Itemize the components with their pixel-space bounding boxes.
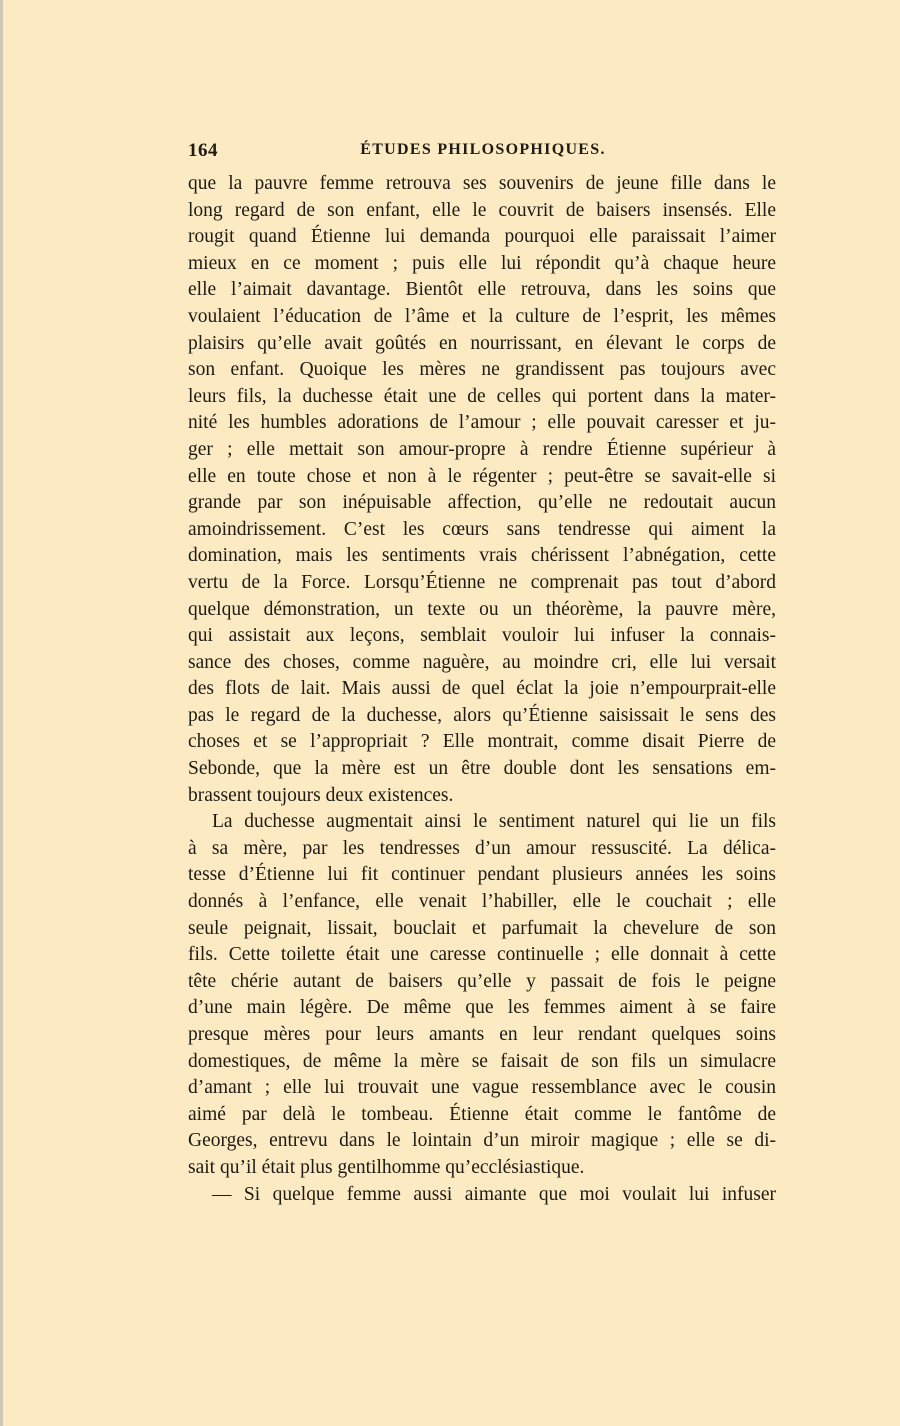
running-head	[188, 140, 776, 164]
text-line-content: nité les humbles adorations de l’amour ; elle pouvait caresser et ju-	[188, 412, 776, 434]
text-line	[188, 676, 776, 703]
text-line	[188, 304, 776, 331]
text-line-content: ger ; elle mettait son amour-propre à rendre Étienne supérieur à	[188, 438, 776, 460]
text-line	[188, 916, 776, 943]
text-line-content: voulaient l’éducation de l’âme et la culture de l’esprit, les mêmes	[188, 305, 776, 327]
text-line	[188, 277, 776, 304]
text-line-paragraph-end	[188, 1155, 776, 1182]
text-line-content: rougit quand Étienne lui demanda pourquoi elle paraissait l’aimer	[188, 226, 776, 248]
text-line-paragraph-end	[188, 783, 776, 810]
text-line	[188, 224, 776, 251]
text-line-content: des flots de lait. Mais aussi de quel éclat la joie n’empourprait-elle	[188, 678, 776, 700]
text-line-content: sance des choses, comme naguère, au moindre cri, elle lui versait	[188, 651, 776, 673]
text-line-content: La duchesse augmentait ainsi le sentiment naturel qui lie un fils	[212, 811, 776, 833]
text-line	[188, 836, 776, 863]
text-line-content: aimé par delà le tombeau. Étienne était comme le fantôme de	[188, 1103, 776, 1125]
text-line-content: long regard de son enfant, elle le couvrit de baisers insensés. Elle	[188, 199, 776, 221]
text-line-content: amoindrissement. C’est les cœurs sans tendresse qui aiment la	[188, 518, 776, 540]
text-line-content: d’une main légère. De même que les femmes aiment à se faire	[188, 997, 776, 1019]
text-line-content: presque mères pour leurs amants en leur rendant quelques soins	[188, 1024, 776, 1045]
text-line	[188, 597, 776, 624]
text-line	[188, 995, 776, 1022]
text-line-content: domination, mais les sentiments vrais chérissent l’abnégation, cette	[188, 545, 776, 567]
text-line	[188, 703, 776, 730]
text-line	[188, 198, 776, 225]
text-line-content: donnés à l’enfance, elle venait l’habiller, elle le couchait ; elle	[188, 891, 776, 913]
text-line	[188, 1102, 776, 1129]
text-line-content: qui assistait aux leçons, semblait vouloir lui infuser la connais-	[188, 625, 776, 647]
running-title: ÉTUDES PHILOSOPHIQUES.	[360, 141, 606, 158]
text-line-content: Georges, entrevu dans le lointain d’un miroir magique ; elle se di-	[188, 1130, 776, 1152]
text-line	[188, 437, 776, 464]
text-line	[188, 490, 776, 517]
text-line	[188, 650, 776, 677]
text-line	[188, 969, 776, 996]
text-line-content: Sebonde, que la mère est un être double dont les sensations em-	[188, 758, 776, 780]
text-line	[188, 517, 776, 544]
text-line	[188, 331, 776, 358]
text-line	[188, 756, 776, 783]
text-line	[188, 1075, 776, 1102]
text-line	[188, 251, 776, 278]
text-line	[188, 464, 776, 491]
text-line-content: mieux en ce moment ; puis elle lui répondit qu’à chaque heure	[188, 252, 776, 274]
text-line	[188, 357, 776, 384]
text-line	[188, 1128, 776, 1155]
text-line-content: d’amant ; elle lui trouvait une vague ressemblance avec le cousin	[188, 1077, 776, 1099]
text-line-content: pas le regard de la duchesse, alors qu’Étienne saisissait le sens des	[188, 704, 776, 726]
text-line-content: à sa mère, par les tendresses d’un amour ressuscité. La délica-	[188, 837, 776, 859]
text-line-content: leurs fils, la duchesse était une de celles qui portent dans la mater-	[188, 385, 776, 407]
text-line	[188, 171, 776, 198]
text-line-content: elle en toute chose et non à le régenter ; peut-être se savait-elle si	[188, 465, 776, 487]
text-line	[188, 570, 776, 597]
text-line-content: quelque démonstration, un texte ou un théorème, la pauvre mère,	[188, 598, 776, 620]
text-line-content: grande par son inépuisable affection, qu’elle ne redoutait aucun	[188, 492, 776, 514]
text-line	[188, 410, 776, 437]
text-line-content: domestiques, de même la mère se faisait de son fils un simulacre	[188, 1050, 776, 1072]
text-line	[188, 942, 776, 969]
body-text	[188, 171, 776, 1208]
text-line-content: — Si quelque femme aussi aimante que moi voulait lui infuser	[212, 1183, 776, 1205]
text-line-content: son enfant. Quoique les mères ne grandissent pas toujours avec	[188, 359, 776, 381]
text-line	[188, 862, 776, 889]
text-line	[188, 1049, 776, 1076]
page-number: 164	[188, 140, 218, 161]
text-line	[188, 729, 776, 756]
text-line-content: tête chérie autant de baisers qu’elle y passait de fois le peigne	[188, 970, 776, 992]
text-line-content: plaisirs qu’elle avait goûtés en nourrissant, en élevant le corps de	[188, 332, 776, 354]
text-line-content: fils. Cette toilette était une caresse continuelle ; elle donnait à cette	[188, 944, 776, 966]
text-line-dialogue-start	[188, 1182, 776, 1209]
text-line-content: vertu de la Force. Lorsqu’Étienne ne comprenait pas tout d’abord	[188, 571, 776, 593]
text-line-paragraph-start	[188, 809, 776, 836]
text-line	[188, 384, 776, 411]
text-line	[188, 1022, 776, 1049]
text-line	[188, 623, 776, 650]
text-line	[188, 543, 776, 570]
text-line	[188, 889, 776, 916]
text-line-content: tesse d’Étienne lui fit continuer pendant plusieurs années les soins	[188, 864, 776, 886]
text-line-content: brassent toujours deux existences.	[188, 784, 454, 806]
text-line-content: que la pauvre femme retrouva ses souvenirs de jeune fille dans le	[188, 173, 776, 194]
text-line-content: sait qu’il était plus gentilhomme qu’ecclésiastique.	[188, 1156, 585, 1178]
text-line-content: elle l’aimait davantage. Bientôt elle retrouva, dans les soins que	[188, 279, 776, 301]
text-line-content: choses et se l’appropriait ? Elle montrait, comme disait Pierre de	[188, 731, 776, 753]
text-line-content: seule peignait, lissait, bouclait et parfumait la chevelure de son	[188, 917, 776, 939]
